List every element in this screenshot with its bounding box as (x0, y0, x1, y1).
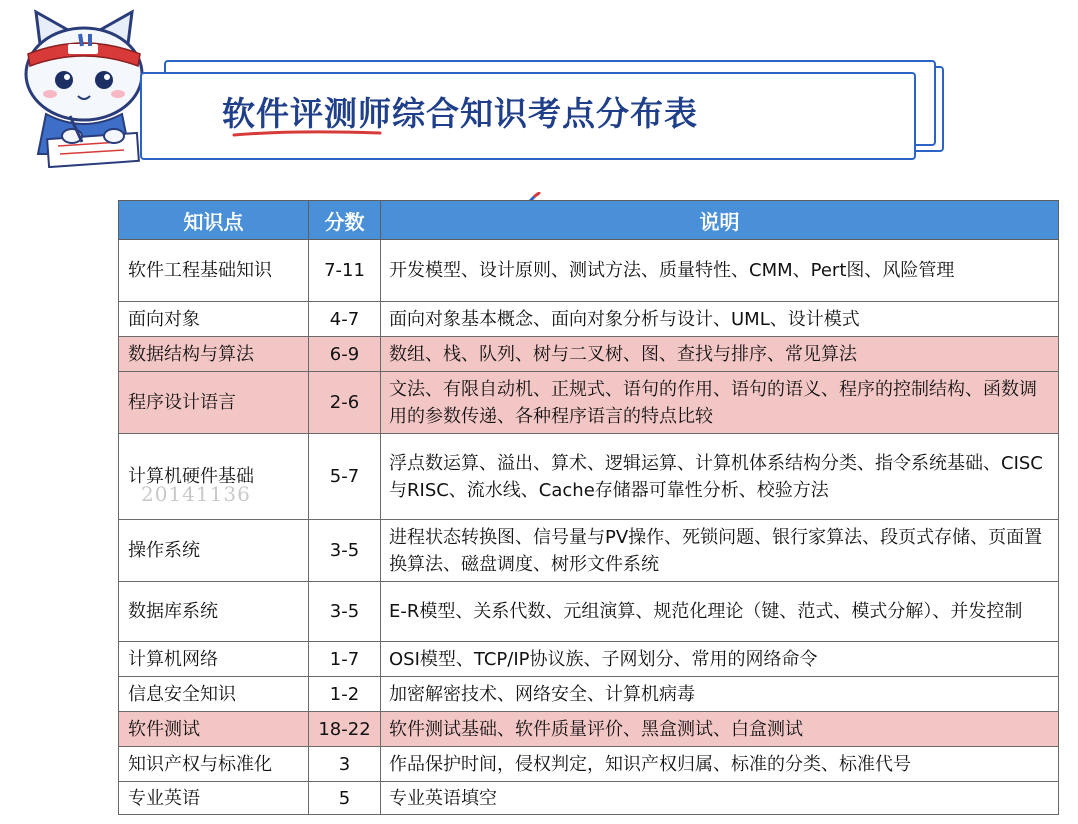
table-row (119, 712, 1059, 747)
row-score: 1-7 (309, 642, 381, 677)
row-name: 软件测试 (119, 712, 309, 747)
table-row (119, 434, 1059, 520)
table-header-row (119, 201, 1059, 240)
row-description: 进程状态转换图、信号量与PV操作、死锁问题、银行家算法、段页式存储、页面置换算法、磁盘调度、树形文件系统 (381, 520, 1059, 582)
row-score: 5-7 (309, 434, 381, 520)
title-underline-mark (232, 128, 382, 138)
row-score: 3-5 (309, 582, 381, 642)
page-title: 软件评测师综合知识考点分布表 (222, 94, 698, 133)
row-name: 信息安全知识 (119, 677, 309, 712)
table-row (119, 302, 1059, 337)
row-name: 程序设计语言 (119, 372, 309, 434)
header-description: 说明 (381, 201, 1059, 240)
row-score: 7-11 (309, 240, 381, 302)
table-row (119, 642, 1059, 677)
row-description: OSI模型、TCP/IP协议族、子网划分、常用的网络命令 (381, 642, 1059, 677)
row-description: 专业英语填空 (381, 782, 1059, 815)
row-description: E-R模型、关系代数、元组演算、规范化理论（键、范式、模式分解）、并发控制 (381, 582, 1059, 642)
row-name: 知识产权与标准化 (119, 747, 309, 782)
row-score: 6-9 (309, 337, 381, 372)
row-name: 面向对象 (119, 302, 309, 337)
header-knowledge-point: 知识点 (119, 201, 309, 240)
row-description: 加密解密技术、网络安全、计算机病毒 (381, 677, 1059, 712)
table-row (119, 337, 1059, 372)
table-row (119, 747, 1059, 782)
row-name: 软件工程基础知识 (119, 240, 309, 302)
knowledge-points-table (118, 200, 1059, 815)
row-description: 文法、有限自动机、正规式、语句的作用、语句的语义、程序的控制结构、函数调用的参数传递、各种程序语言的特点比较 (381, 372, 1059, 434)
row-score: 2-6 (309, 372, 381, 434)
row-score: 18-22 (309, 712, 381, 747)
row-name: 专业英语 (119, 782, 309, 815)
table-row (119, 582, 1059, 642)
header-score: 分数 (309, 201, 381, 240)
row-name: 数据库系统 (119, 582, 309, 642)
table-row (119, 677, 1059, 712)
row-score: 5 (309, 782, 381, 815)
row-score: 1-2 (309, 677, 381, 712)
row-name: 操作系统 (119, 520, 309, 582)
table-row (119, 520, 1059, 582)
row-description: 浮点数运算、溢出、算术、逻辑运算、计算机体系结构分类、指令系统基础、CISC与RISC、流水线、Cache存储器可靠性分析、校验方法 (381, 434, 1059, 520)
row-score: 3-5 (309, 520, 381, 582)
table-row (119, 782, 1059, 815)
row-description: 面向对象基本概念、面向对象分析与设计、UML、设计模式 (381, 302, 1059, 337)
row-name: 计算机硬件基础 (119, 434, 309, 520)
row-description: 数组、栈、队列、树与二叉树、图、查找与排序、常见算法 (381, 337, 1059, 372)
row-name: 计算机网络 (119, 642, 309, 677)
row-description: 作品保护时间，侵权判定，知识产权归属、标准的分类、标准代号 (381, 747, 1059, 782)
table-row (119, 372, 1059, 434)
row-description: 软件测试基础、软件质量评价、黑盒测试、白盒测试 (381, 712, 1059, 747)
row-description: 开发模型、设计原则、测试方法、质量特性、CMM、Pert图、风险管理 (381, 240, 1059, 302)
row-score: 4-7 (309, 302, 381, 337)
row-score: 3 (309, 747, 381, 782)
table-row (119, 240, 1059, 302)
watermark-text: 20141136 (141, 482, 251, 506)
row-name: 数据结构与算法 (119, 337, 309, 372)
